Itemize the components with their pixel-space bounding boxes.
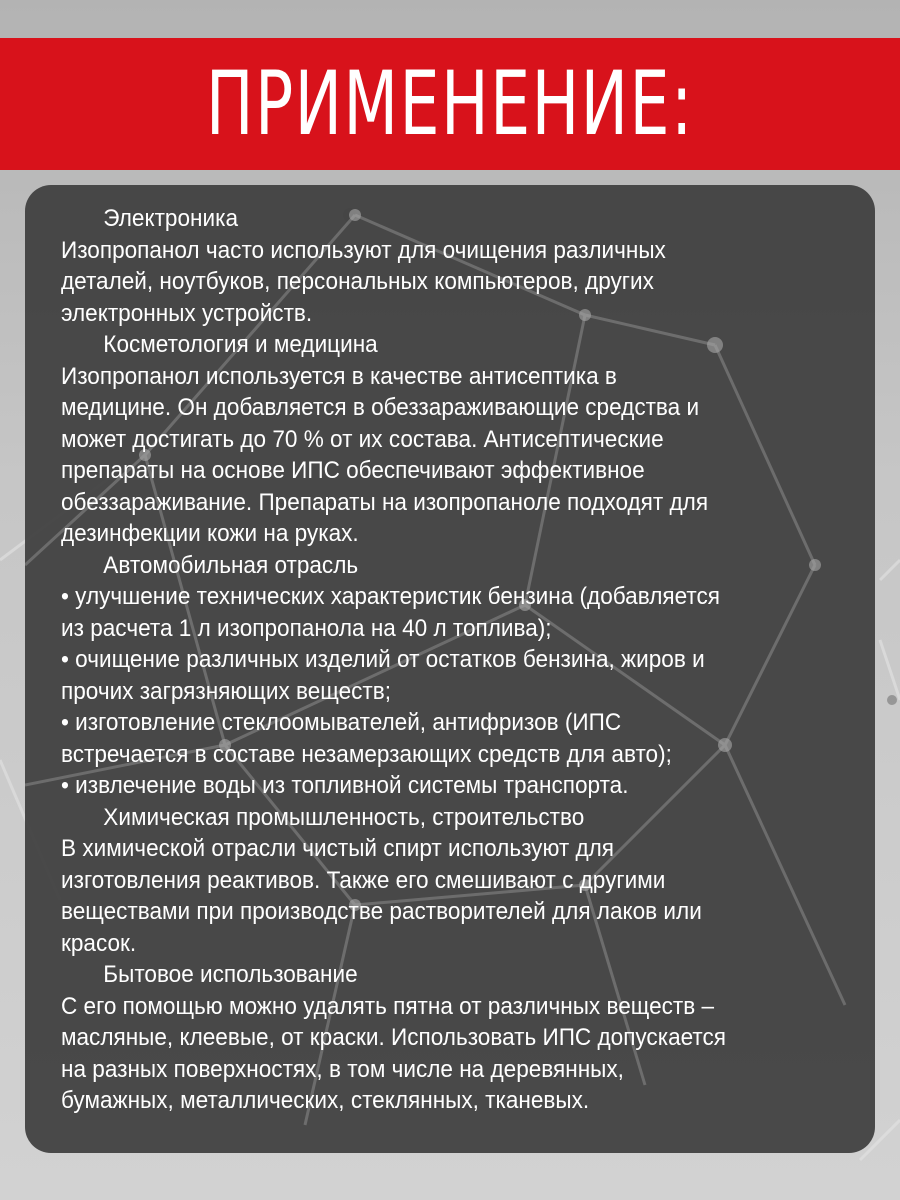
bullet-line: • извлечение воды из топливной системы транспорта. [61, 772, 629, 799]
text-line: С его помощью можно удалять пятна от различных веществ – [61, 992, 715, 1020]
section-electronics [61, 203, 861, 329]
text-line: красок. [61, 929, 137, 957]
bullet-line: • очищение различных изделий от остатков бензина, жиров и [61, 646, 705, 673]
bullet-line: прочих загрязняющих веществ; [61, 677, 391, 705]
section-heading: Электроника [103, 205, 238, 232]
bullet-line: • изготовление стеклоомывателей, антифризов (ИПС [61, 709, 622, 736]
section-cosmetology-medicine [61, 329, 861, 550]
text-line: масляные, клеевые, от краски. Использовать ИПС допускается [61, 1024, 727, 1051]
text-line: деталей, ноутбуков, персональных компьютеров, других [61, 268, 654, 295]
section-heading: Косметология и медицина [103, 331, 378, 358]
text-line: дезинфекции кожи на руках. [61, 520, 359, 547]
text-line: электронных устройств. [61, 299, 313, 327]
section-automotive [61, 550, 861, 802]
text-line: Изопропанол часто используют для очищения различных [61, 236, 666, 264]
section-chemical-construction [61, 802, 861, 960]
text-line: изготовления реактивов. Также его смешивают с другими [61, 866, 666, 894]
text-line: бумажных, металлических, стеклянных, тканевых. [61, 1087, 590, 1114]
bullet-line: из расчета 1 л изопропанола на 40 л топлива); [61, 614, 552, 642]
text-line: может достигать до 70 % от их состава. Антисептические [61, 425, 664, 453]
text-line: Изопропанол используется в качестве антисептика в [61, 362, 617, 390]
section-heading: Химическая промышленность, строительство [103, 803, 585, 831]
section-heading: Автомобильная отрасль [103, 551, 359, 579]
text-line: препараты на основе ИПС обеспечивают эффективное [61, 457, 645, 484]
text-line: веществами при производстве растворителей для лаков или [61, 898, 702, 925]
section-heading: Бытовое использование [103, 961, 358, 988]
page-title: ПРИМЕНЕНИЕ: [206, 52, 694, 155]
bullet-line: встречается в составе незамерзающих средств для авто); [61, 740, 672, 768]
content-panel [25, 185, 875, 1153]
title-banner [0, 38, 900, 170]
text-line: медицине. Он добавляется в обеззараживающие средства и [61, 394, 700, 421]
text-line: на разных поверхностях, в том числе на деревянных, [61, 1055, 624, 1083]
application-text [61, 203, 861, 1117]
section-household [61, 959, 861, 1117]
text-line: В химической отрасли чистый спирт используют для [61, 835, 615, 862]
text-line: обеззараживание. Препараты на изопропаноле подходят для [61, 488, 709, 516]
bullet-line: • улучшение технических характеристик бензина (добавляется [61, 583, 720, 610]
